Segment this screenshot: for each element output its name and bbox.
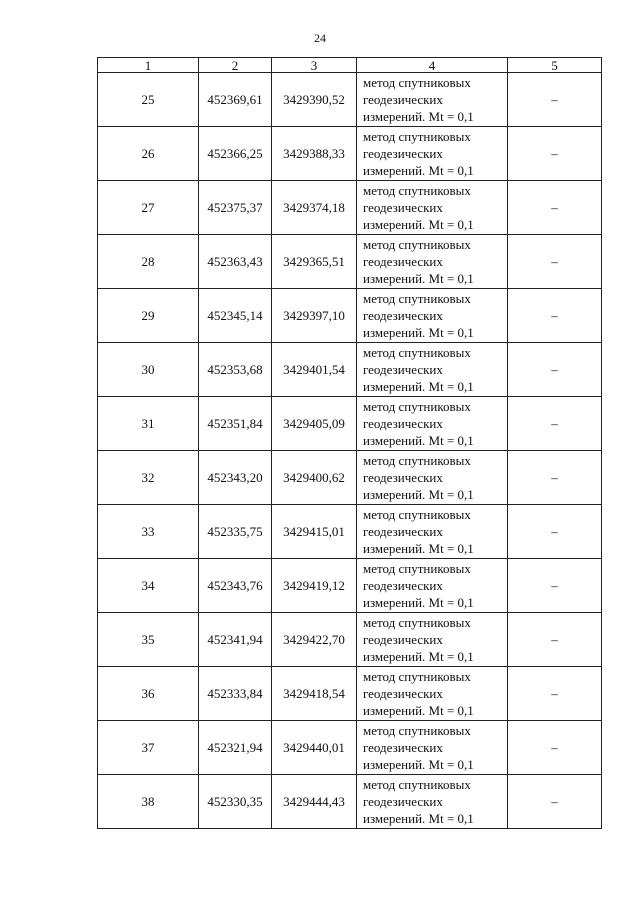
method-line: измерений. Mt = 0,1	[363, 703, 474, 718]
table-row	[98, 127, 602, 181]
method-line: метод спутниковых	[363, 453, 471, 468]
method-line: геодезических	[363, 254, 443, 269]
table-row	[98, 613, 602, 667]
point-number-cell: 34	[98, 559, 199, 613]
method-line: метод спутниковых	[363, 75, 471, 90]
table-row	[98, 181, 602, 235]
x-coordinate-cell: 452369,61	[199, 73, 272, 127]
point-number-cell: 26	[98, 127, 199, 181]
x-coordinate-cell: 452330,35	[199, 775, 272, 829]
method-line: метод спутниковых	[363, 345, 471, 360]
note-cell: –	[508, 289, 602, 343]
method-cell	[357, 721, 508, 775]
point-number-cell: 31	[98, 397, 199, 451]
x-coordinate-cell: 452335,75	[199, 505, 272, 559]
header-cell: 4	[357, 58, 508, 73]
note-cell: –	[508, 181, 602, 235]
method-cell	[357, 289, 508, 343]
page-number: 24	[314, 31, 326, 45]
point-number-cell: 25	[98, 73, 199, 127]
table-row	[98, 73, 602, 127]
note-cell: –	[508, 235, 602, 289]
method-line: метод спутниковых	[363, 561, 471, 576]
method-line: геодезических	[363, 92, 443, 107]
point-number-cell: 29	[98, 289, 199, 343]
x-coordinate-cell: 452345,14	[199, 289, 272, 343]
method-line: измерений. Mt = 0,1	[363, 109, 474, 124]
point-number-cell: 35	[98, 613, 199, 667]
method-line: геодезических	[363, 524, 443, 539]
table-row	[98, 289, 602, 343]
method-line: измерений. Mt = 0,1	[363, 271, 474, 286]
method-line: измерений. Mt = 0,1	[363, 757, 474, 772]
method-line: метод спутниковых	[363, 669, 471, 684]
y-coordinate-cell: 3429440,01	[272, 721, 357, 775]
method-line: геодезических	[363, 578, 443, 593]
method-line: измерений. Mt = 0,1	[363, 217, 474, 232]
method-line: измерений. Mt = 0,1	[363, 487, 474, 502]
method-cell	[357, 73, 508, 127]
y-coordinate-cell: 3429390,52	[272, 73, 357, 127]
table-row	[98, 343, 602, 397]
header-cell: 2	[199, 58, 272, 73]
table-row	[98, 721, 602, 775]
method-line: метод спутниковых	[363, 183, 471, 198]
method-line: измерений. Mt = 0,1	[363, 541, 474, 556]
x-coordinate-cell: 452341,94	[199, 613, 272, 667]
note-cell: –	[508, 775, 602, 829]
method-line: измерений. Mt = 0,1	[363, 433, 474, 448]
note-cell: –	[508, 505, 602, 559]
method-line: измерений. Mt = 0,1	[363, 649, 474, 664]
method-line: метод спутниковых	[363, 777, 471, 792]
y-coordinate-cell: 3429422,70	[272, 613, 357, 667]
point-number-cell: 38	[98, 775, 199, 829]
note-cell: –	[508, 667, 602, 721]
header-cell: 1	[98, 58, 199, 73]
method-line: геодезических	[363, 686, 443, 701]
y-coordinate-cell: 3429374,18	[272, 181, 357, 235]
method-line: геодезических	[363, 200, 443, 215]
method-cell	[357, 343, 508, 397]
header-cell: 5	[508, 58, 602, 73]
method-line: метод спутниковых	[363, 399, 471, 414]
y-coordinate-cell: 3429418,54	[272, 667, 357, 721]
method-line: геодезических	[363, 146, 443, 161]
note-cell: –	[508, 343, 602, 397]
x-coordinate-cell: 452343,20	[199, 451, 272, 505]
table-row	[98, 559, 602, 613]
note-cell: –	[508, 73, 602, 127]
note-cell: –	[508, 397, 602, 451]
table-row	[98, 505, 602, 559]
method-cell	[357, 127, 508, 181]
header-cell: 3	[272, 58, 357, 73]
method-line: метод спутниковых	[363, 291, 471, 306]
y-coordinate-cell: 3429365,51	[272, 235, 357, 289]
method-cell	[357, 613, 508, 667]
table-row	[98, 235, 602, 289]
method-cell	[357, 235, 508, 289]
x-coordinate-cell: 452366,25	[199, 127, 272, 181]
method-line: метод спутниковых	[363, 507, 471, 522]
table-row	[98, 397, 602, 451]
y-coordinate-cell: 3429405,09	[272, 397, 357, 451]
method-cell	[357, 667, 508, 721]
note-cell: –	[508, 559, 602, 613]
method-cell	[357, 505, 508, 559]
method-line: метод спутниковых	[363, 129, 471, 144]
y-coordinate-cell: 3429400,62	[272, 451, 357, 505]
method-line: метод спутниковых	[363, 723, 471, 738]
x-coordinate-cell: 452321,94	[199, 721, 272, 775]
x-coordinate-cell: 452333,84	[199, 667, 272, 721]
y-coordinate-cell: 3429444,43	[272, 775, 357, 829]
method-line: измерений. Mt = 0,1	[363, 325, 474, 340]
table-row	[98, 451, 602, 505]
method-line: геодезических	[363, 794, 443, 809]
method-cell	[357, 397, 508, 451]
method-line: геодезических	[363, 308, 443, 323]
x-coordinate-cell: 452363,43	[199, 235, 272, 289]
method-cell	[357, 181, 508, 235]
method-line: геодезических	[363, 740, 443, 755]
note-cell: –	[508, 451, 602, 505]
method-cell	[357, 775, 508, 829]
point-number-cell: 27	[98, 181, 199, 235]
method-line: геодезических	[363, 362, 443, 377]
method-line: измерений. Mt = 0,1	[363, 163, 474, 178]
method-line: метод спутниковых	[363, 615, 471, 630]
point-number-cell: 30	[98, 343, 199, 397]
x-coordinate-cell: 452375,37	[199, 181, 272, 235]
note-cell: –	[508, 613, 602, 667]
y-coordinate-cell: 3429388,33	[272, 127, 357, 181]
point-number-cell: 33	[98, 505, 199, 559]
method-line: геодезических	[363, 632, 443, 647]
x-coordinate-cell: 452343,76	[199, 559, 272, 613]
point-number-cell: 28	[98, 235, 199, 289]
method-line: измерений. Mt = 0,1	[363, 595, 474, 610]
method-line: геодезических	[363, 470, 443, 485]
method-line: геодезических	[363, 416, 443, 431]
table-row	[98, 667, 602, 721]
note-cell: –	[508, 721, 602, 775]
y-coordinate-cell: 3429401,54	[272, 343, 357, 397]
coordinates-table	[97, 57, 602, 829]
table-header-row	[98, 58, 602, 73]
method-line: измерений. Mt = 0,1	[363, 811, 474, 826]
point-number-cell: 32	[98, 451, 199, 505]
method-cell	[357, 451, 508, 505]
point-number-cell: 37	[98, 721, 199, 775]
note-cell: –	[508, 127, 602, 181]
table-row	[98, 775, 602, 829]
y-coordinate-cell: 3429397,10	[272, 289, 357, 343]
y-coordinate-cell: 3429415,01	[272, 505, 357, 559]
point-number-cell: 36	[98, 667, 199, 721]
x-coordinate-cell: 452351,84	[199, 397, 272, 451]
method-line: измерений. Mt = 0,1	[363, 379, 474, 394]
y-coordinate-cell: 3429419,12	[272, 559, 357, 613]
x-coordinate-cell: 452353,68	[199, 343, 272, 397]
method-cell	[357, 559, 508, 613]
method-line: метод спутниковых	[363, 237, 471, 252]
